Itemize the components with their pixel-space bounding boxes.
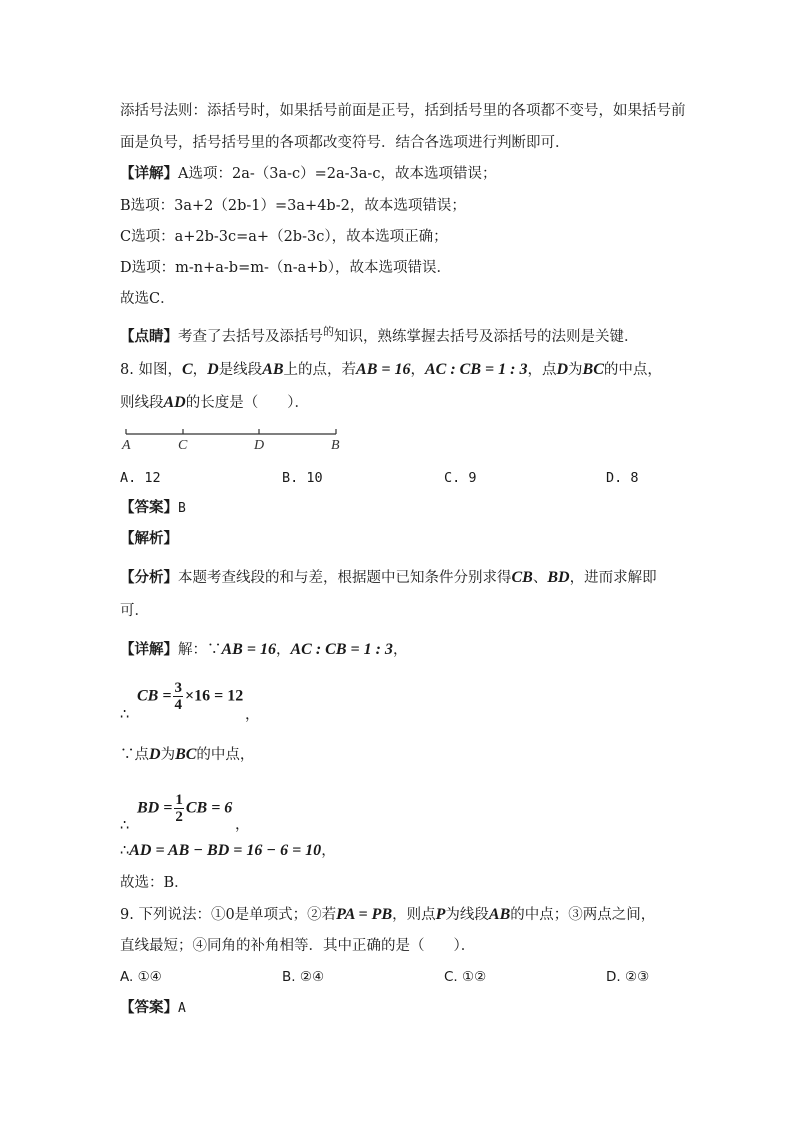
fenxi-tag: 【分析】 [120,569,178,586]
q8-sep: ， [192,362,208,378]
q8-point-d: D [207,361,219,378]
q8-fenxi-line2: 可． [120,603,149,619]
q8-stem-line1 [120,360,662,380]
q9-text: 为线段 [445,907,489,923]
q9-eq: PA = PB [336,906,393,923]
q8-text: 的长度是（ ）． [185,395,309,411]
q8-detail-line1 [120,640,407,660]
bd-rhs: CB = 6 [185,799,233,817]
comment-tag: 【点睛】 [120,328,178,345]
since-bc: BC [175,746,197,763]
q7-option-b-text: B选项：3a+2（2b-1）=3a+4b-2，故本选项错误； [120,198,466,214]
since-text: ∵点 [120,747,149,763]
cb-equation [137,680,243,713]
q8-fenxi-line1 [120,568,657,588]
fenxi-sep: 、 [532,570,548,586]
q8-point-d2: D [556,361,569,378]
q8-number: 8. 如图， [120,362,182,378]
q9-option-b: B. ②④ [282,969,325,985]
q8-analysis-tag: 【解析】 [120,530,178,547]
q7-option-c-text: C选项：a+2b-3c=a+（2b-3c），故本选项正确； [120,229,448,245]
rule-text-line2: 面是负号，括号括号里的各项都改变符号．结合各选项进行判断即可． [120,135,570,151]
bd-den: 2 [175,809,183,825]
cb-rhs: ×16 = 12 [184,687,244,705]
answer-tag: 【答案】 [120,999,178,1016]
comment-de: 的 [323,325,334,338]
fenxi-bd: BD [547,569,570,586]
q8-answer [120,498,186,519]
bd-num: 1 [175,792,183,808]
bd-fraction [174,792,184,825]
cb-lhs: CB = [137,687,172,705]
fenxi-text2: ，进而求解即 [569,570,657,586]
q7-detail-a [120,164,496,184]
since-line [120,745,254,765]
detail-eq1: AB = 16 [221,641,276,658]
q9-stem-line2: 直线最短；④同角的补角相等．其中正确的是（ ）． [120,938,476,954]
since-d: D [149,746,161,763]
q9-answer [120,998,186,1019]
q9-option-a: A. ①④ [120,969,162,985]
q8-choose: 故选：B． [120,875,189,891]
q7-option-d-text: D选项：m-n+a-b=m-（n-a+b），故本选项错误． [120,260,451,276]
since-text2: 为 [160,747,176,763]
label-b: B [331,438,340,453]
q9-option-c: C. ①② [444,969,487,985]
q8-option-b: B. 10 [282,470,323,486]
detail-tag: 【详解】 [120,641,178,658]
bd-lhs: BD = [137,799,173,817]
ad-line [120,841,336,861]
q9-segment-ab: AB [488,906,511,923]
cb-fraction [173,680,183,713]
q9-text: ，则点 [392,907,436,923]
q9-stem-line1 [120,905,655,925]
q8-segment-ab: AB [262,361,284,378]
q8-eq-ab: AB = 16 [356,361,411,378]
q9-point-p: P [435,906,446,923]
fenxi-cb: CB [511,569,533,586]
q8-segment-ad: AD [163,394,186,411]
detail-sep: ， [392,642,408,658]
answer-value: B [178,501,186,516]
comment-text: 考查了去括号及添括号 [178,329,323,345]
ad-equation: AD = AB − BD = 16 − 6 = 10 [129,842,322,859]
cb-den: 4 [174,697,182,713]
q8-text: 则线段 [120,395,164,411]
cb-num: 3 [174,680,182,696]
label-d: D [254,438,265,453]
q8-text: 的中点， [603,362,662,378]
q7-choose: 故选C． [120,291,175,307]
q9-option-d: D. ②③ [606,969,650,985]
q9-text: 的中点；③两点之间， [510,907,656,923]
q8-text: 为 [568,362,583,378]
therefore-1: ∴ [120,707,130,723]
q8-text: ，点 [527,362,557,378]
fenxi-text: 本题考查线段的和与差，根据题中已知条件分别求得 [178,570,512,586]
detail-text: 解：∵ [178,642,222,658]
q8-text: 上的点，若 [283,362,357,378]
detail-sep: ， [275,642,291,658]
segment-figure [118,424,348,454]
comma-3: ， [321,843,336,859]
detail-eq2: AC : CB = 1 : 3 [290,641,393,658]
q8-point-c: C [181,361,193,378]
comment-rest: 知识，熟练掌握去括号及添括号的法则是关键． [334,329,639,345]
q8-stem-line2 [120,393,309,413]
detail-tag: 【详解】 [120,165,178,182]
therefore-2: ∴ [120,818,130,834]
option-a-text: A选项：2a-（3a-c）=2a-3a-c，故本选项错误； [178,166,497,182]
bd-equation [137,792,232,825]
therefore-3: ∴ [120,843,130,859]
q8-text: 是线段 [218,362,263,378]
q8-option-c: C. 9 [444,470,477,486]
comma-1: ， [245,707,260,723]
q8-sep: ， [410,362,425,378]
q8-segment-bc: BC [582,361,604,378]
answer-tag: 【答案】 [120,499,178,516]
answer-value: A [178,1001,186,1016]
q8-ratio: AC : CB = 1 : 3 [425,361,528,378]
since-text3: 的中点， [196,747,255,763]
label-a: A [122,438,131,453]
label-c: C [178,438,188,453]
rule-text-line1: 添括号法则：添括号时，如果括号前面是正号，括到括号里的各项都不变号，如果括号前 [120,103,686,119]
q9-text: 9. 下列说法：①0是单项式；②若 [120,907,337,923]
q8-option-d: D. 8 [606,470,639,486]
comma-2: ， [235,817,250,833]
q8-option-a: A. 12 [120,470,161,486]
q7-comment [120,322,639,347]
